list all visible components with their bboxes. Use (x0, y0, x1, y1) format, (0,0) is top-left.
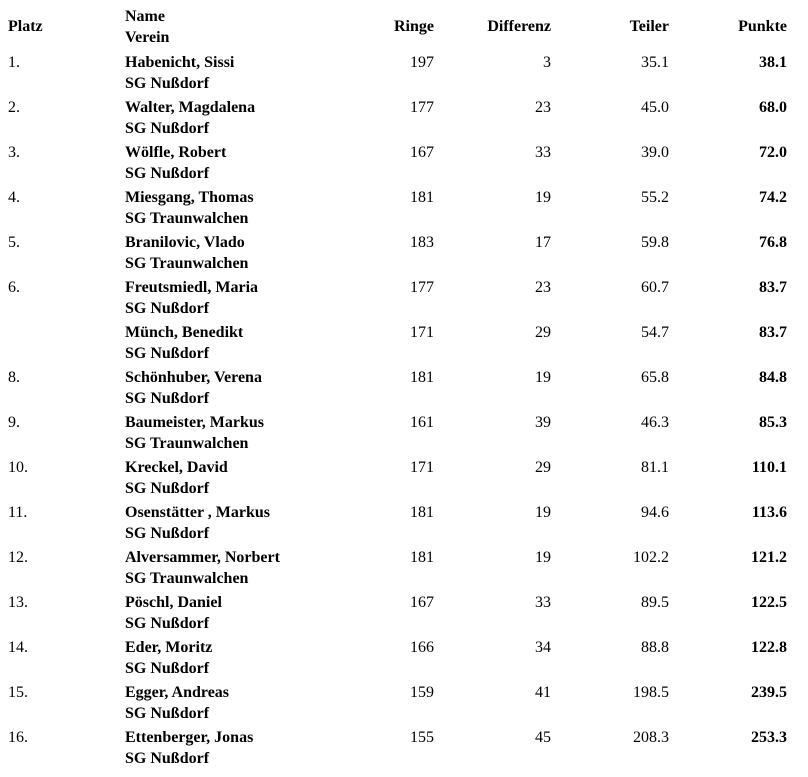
cell-differenz: 19 (535, 549, 551, 566)
cell-name: Münch, Benedikt (125, 324, 244, 341)
cell-differenz: 3 (543, 54, 551, 71)
cell-differenz: 41 (535, 684, 551, 701)
cell-punkte: 68.0 (759, 99, 787, 116)
cell-verein: SG Nußdorf (125, 660, 210, 677)
cell-differenz: 45 (535, 729, 551, 746)
cell-ringe: 183 (410, 234, 434, 251)
cell-platz: 2. (8, 99, 20, 116)
cell-verein: SG Nußdorf (125, 615, 210, 632)
cell-teiler: 65.8 (641, 369, 669, 386)
cell-teiler: 88.8 (641, 639, 669, 656)
cell-teiler: 102.2 (633, 549, 669, 566)
cell-teiler: 94.6 (641, 504, 669, 521)
cell-punkte: 122.5 (751, 594, 787, 611)
cell-platz: 9. (8, 414, 20, 431)
cell-punkte: 74.2 (759, 189, 787, 206)
cell-punkte: 85.3 (759, 414, 787, 431)
cell-name: Wölfle, Robert (125, 144, 227, 161)
table-row (0, 187, 808, 232)
table-row (0, 232, 808, 277)
cell-name: Ettenberger, Jonas (125, 729, 254, 746)
cell-ringe: 181 (410, 549, 434, 566)
cell-ringe: 171 (410, 324, 434, 341)
cell-name-verein (125, 322, 365, 364)
cell-punkte: 253.3 (751, 729, 787, 746)
cell-name-verein (125, 412, 365, 454)
table-row (0, 97, 808, 142)
cell-name: Schönhuber, Verena (125, 369, 262, 386)
cell-name: Walter, Magdalena (125, 99, 256, 116)
cell-ringe: 159 (410, 684, 434, 701)
table-row (0, 142, 808, 187)
cell-name-verein (125, 97, 365, 139)
cell-differenz: 29 (535, 459, 551, 476)
cell-ringe: 155 (410, 729, 434, 746)
cell-verein: SG Traunwalchen (125, 255, 249, 272)
table-header (0, 6, 808, 46)
cell-punkte: 83.7 (759, 279, 787, 296)
cell-punkte: 84.8 (759, 369, 787, 386)
cell-name: Osenstätter , Markus (125, 504, 271, 521)
header-teiler: Teiler (629, 18, 669, 35)
header-punkte: Punkte (738, 18, 787, 35)
cell-teiler: 35.1 (641, 54, 669, 71)
cell-differenz: 19 (535, 369, 551, 386)
cell-name: Miesgang, Thomas (125, 189, 254, 206)
cell-platz: 12. (8, 549, 28, 566)
cell-platz: 11. (8, 504, 28, 521)
cell-ringe: 181 (410, 189, 434, 206)
header-name: Name (125, 8, 165, 25)
cell-name-verein (125, 187, 365, 229)
cell-ringe: 171 (410, 459, 434, 476)
cell-platz: 1. (8, 54, 20, 71)
cell-verein: SG Traunwalchen (125, 570, 249, 587)
cell-teiler: 198.5 (633, 684, 669, 701)
cell-punkte: 122.8 (751, 639, 787, 656)
cell-teiler: 59.8 (641, 234, 669, 251)
cell-punkte: 113.6 (751, 504, 787, 521)
cell-differenz: 19 (535, 189, 551, 206)
cell-platz: 13. (8, 594, 28, 611)
cell-punkte: 110.1 (751, 459, 787, 476)
cell-verein: SG Nußdorf (125, 165, 210, 182)
cell-differenz: 23 (535, 279, 551, 296)
cell-name-verein (125, 637, 365, 679)
cell-name-verein (125, 232, 365, 274)
cell-name-verein (125, 277, 365, 319)
cell-punkte: 72.0 (759, 144, 787, 161)
cell-teiler: 55.2 (641, 189, 669, 206)
header-ringe: Ringe (394, 18, 434, 35)
cell-punkte: 239.5 (751, 684, 787, 701)
header-differenz: Differenz (487, 18, 551, 35)
cell-teiler: 39.0 (641, 144, 669, 161)
cell-differenz: 29 (535, 324, 551, 341)
table-row (0, 637, 808, 682)
cell-ringe: 197 (410, 54, 434, 71)
table-row (0, 367, 808, 412)
table-row (0, 52, 808, 97)
cell-name: Eder, Moritz (125, 639, 213, 656)
cell-teiler: 46.3 (641, 414, 669, 431)
cell-name-verein (125, 457, 365, 499)
cell-verein: SG Nußdorf (125, 75, 210, 92)
cell-teiler: 208.3 (633, 729, 669, 746)
cell-verein: SG Nußdorf (125, 480, 210, 497)
cell-name-verein (125, 547, 365, 589)
cell-teiler: 45.0 (641, 99, 669, 116)
cell-name: Habenicht, Sissi (125, 54, 235, 71)
table-row (0, 592, 808, 637)
cell-ringe: 177 (410, 99, 434, 116)
cell-name: Branilovic, Vlado (125, 234, 245, 251)
cell-punkte: 76.8 (759, 234, 787, 251)
table-row (0, 682, 808, 727)
cell-name: Baumeister, Markus (125, 414, 264, 431)
cell-ringe: 181 (410, 504, 434, 521)
cell-platz: 4. (8, 189, 20, 206)
cell-name: Pöschl, Daniel (125, 594, 222, 611)
cell-name: Egger, Andreas (125, 684, 230, 701)
cell-platz: 14. (8, 639, 28, 656)
cell-verein: SG Nußdorf (125, 750, 210, 767)
cell-differenz: 33 (535, 594, 551, 611)
cell-platz: 5. (8, 234, 20, 251)
cell-name-verein (125, 367, 365, 409)
cell-name-verein (125, 142, 365, 184)
cell-differenz: 34 (535, 639, 551, 656)
table-row (0, 547, 808, 592)
cell-name-verein (125, 502, 365, 544)
cell-verein: SG Traunwalchen (125, 435, 249, 452)
cell-differenz: 19 (535, 504, 551, 521)
cell-verein: SG Nußdorf (125, 300, 210, 317)
table-row (0, 457, 808, 502)
cell-name: Freutsmiedl, Maria (125, 279, 259, 296)
header-verein: Verein (125, 29, 170, 46)
cell-verein: SG Nußdorf (125, 390, 210, 407)
cell-ringe: 167 (410, 594, 434, 611)
header-name-verein (125, 6, 365, 48)
cell-teiler: 81.1 (641, 459, 669, 476)
cell-teiler: 89.5 (641, 594, 669, 611)
cell-platz: 16. (8, 729, 28, 746)
cell-punkte: 38.1 (759, 54, 787, 71)
cell-punkte: 83.7 (759, 324, 787, 341)
cell-platz: 3. (8, 144, 20, 161)
cell-differenz: 23 (535, 99, 551, 116)
cell-name-verein (125, 727, 365, 769)
cell-differenz: 39 (535, 414, 551, 431)
table-row (0, 277, 808, 322)
cell-ringe: 161 (410, 414, 434, 431)
table-row (0, 412, 808, 457)
header-platz: Platz (8, 18, 43, 35)
cell-teiler: 54.7 (641, 324, 669, 341)
cell-platz: 6. (8, 279, 20, 296)
table-row (0, 502, 808, 547)
cell-platz: 10. (8, 459, 28, 476)
cell-verein: SG Nußdorf (125, 345, 210, 362)
cell-teiler: 60.7 (641, 279, 669, 296)
cell-ringe: 167 (410, 144, 434, 161)
cell-differenz: 17 (535, 234, 551, 251)
cell-platz: 8. (8, 369, 20, 386)
table-row (0, 322, 808, 367)
cell-platz: 15. (8, 684, 28, 701)
cell-name: Kreckel, David (125, 459, 228, 476)
cell-verein: SG Nußdorf (125, 120, 210, 137)
cell-verein: SG Traunwalchen (125, 210, 249, 227)
cell-verein: SG Nußdorf (125, 705, 210, 722)
cell-name-verein (125, 682, 365, 724)
cell-ringe: 181 (410, 369, 434, 386)
cell-ringe: 166 (410, 639, 434, 656)
cell-verein: SG Nußdorf (125, 525, 210, 542)
cell-punkte: 121.2 (751, 549, 787, 566)
table-row (0, 727, 808, 772)
cell-name: Alversammer, Norbert (125, 549, 280, 566)
cell-name-verein (125, 592, 365, 634)
cell-name-verein (125, 52, 365, 94)
cell-ringe: 177 (410, 279, 434, 296)
cell-differenz: 33 (535, 144, 551, 161)
